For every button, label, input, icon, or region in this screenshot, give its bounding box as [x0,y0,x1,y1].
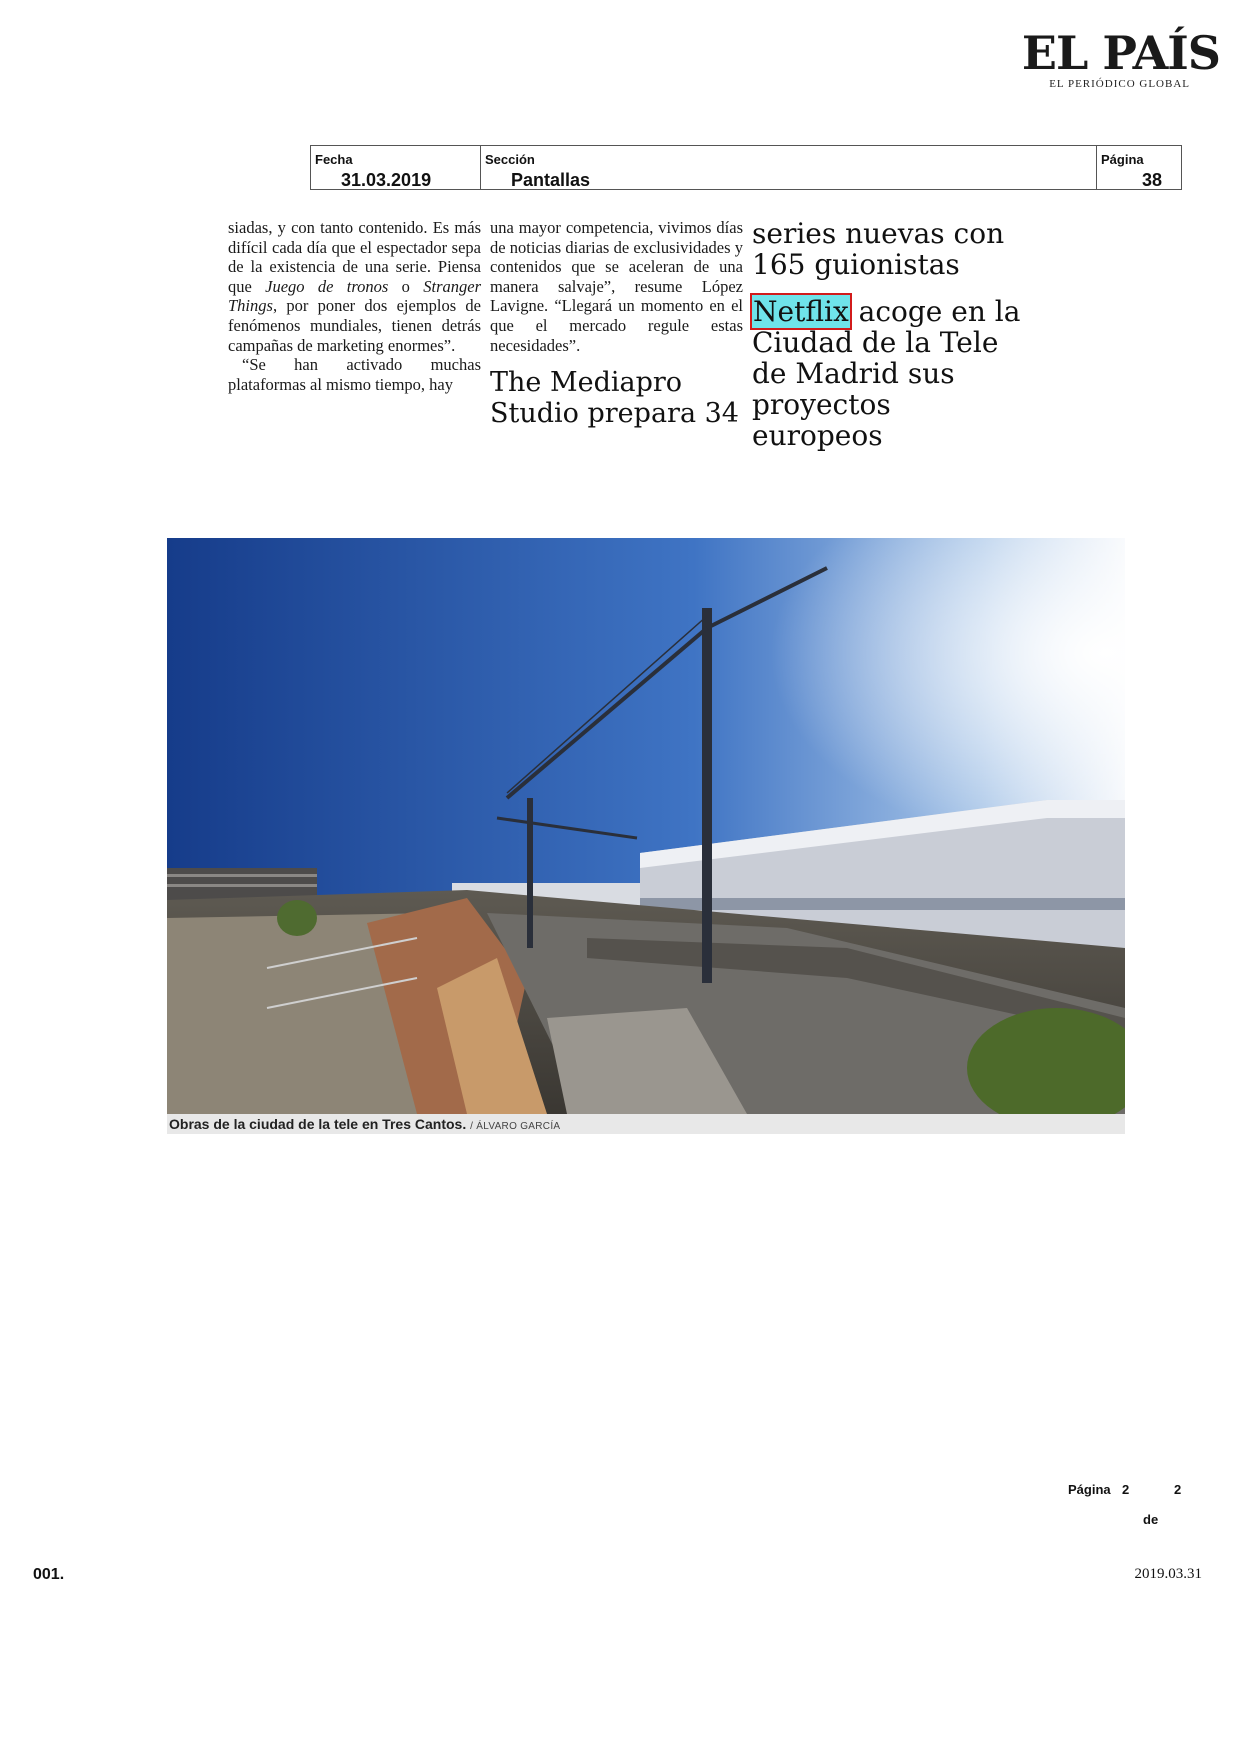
paragraph: siadas, y con tanto contenido. Es más difícil cada día que el espectador sepa de la existencia de una serie. Piensa que Juego de tronos o Stranger Things, por poner dos ejemplos de fenómenos mundiales, tienen detrás campañas de marketing enormes”. [228,218,481,355]
subheadline-mediapro-cont: series nuevas con 165 guionistas [752,217,1005,281]
logo-tagline: EL PERIÓDICO GLOBAL [1049,78,1190,90]
photo-credit: / ÁLVARO GARCÍA [470,1121,561,1132]
article-column-1 [228,218,481,394]
pagina-value: 38 [1142,170,1163,190]
article-column-3 [752,218,1022,451]
fecha-value: 31.03.2019 [341,170,432,190]
fecha-cell [311,146,481,189]
show-title: Stranger Things [228,276,481,316]
newspaper-logo [1020,26,1220,90]
subheadline-mediapro: The Mediapro Studio prepara 34 [490,367,739,430]
fecha-label: Fecha [315,152,353,167]
paragraph: “Se han activado muchas plataformas al mismo tiempo, hay [228,355,481,394]
footer-pagina-label: Página [1068,1482,1111,1497]
footer-de-label: de [1143,1512,1159,1527]
paragraph: una mayor competencia, vivimos días de noticias diarias de exclusividades y contenidos que se aceleran de una manera salvaje”, resume López Lavigne. “Llegará un momento en el que el mercado regule estas necesidades”. [490,218,743,355]
photo-caption [167,1114,1125,1134]
logo-wordmark: EL PAÍS [1021,26,1220,80]
pagina-cell [1097,146,1181,189]
seccion-cell [481,146,1097,189]
footer-pagina-total: 2 [1174,1482,1182,1497]
clipping-id: 001. [33,1566,65,1583]
footer-pagina-current: 2 [1122,1482,1130,1497]
search-highlight: Netflix [753,295,849,328]
article-column-2 [490,218,743,429]
clipping-header [310,145,1182,190]
clipping-date: 2019.03.31 [1134,1566,1202,1582]
seccion-value: Pantallas [511,170,591,190]
caption-text: Obras de la ciudad de la tele en Tres Cantos. [169,1116,467,1132]
subheadline-netflix: Netflix acoge en la Ciudad de la Tele de Madrid sus proyectos europeos [752,295,1021,452]
show-title: Juego de tronos [265,276,389,296]
construction-photo [167,538,1125,1114]
seccion-label: Sección [485,152,535,167]
pagina-label: Página [1101,152,1144,167]
construction-site-image [167,538,1125,1114]
